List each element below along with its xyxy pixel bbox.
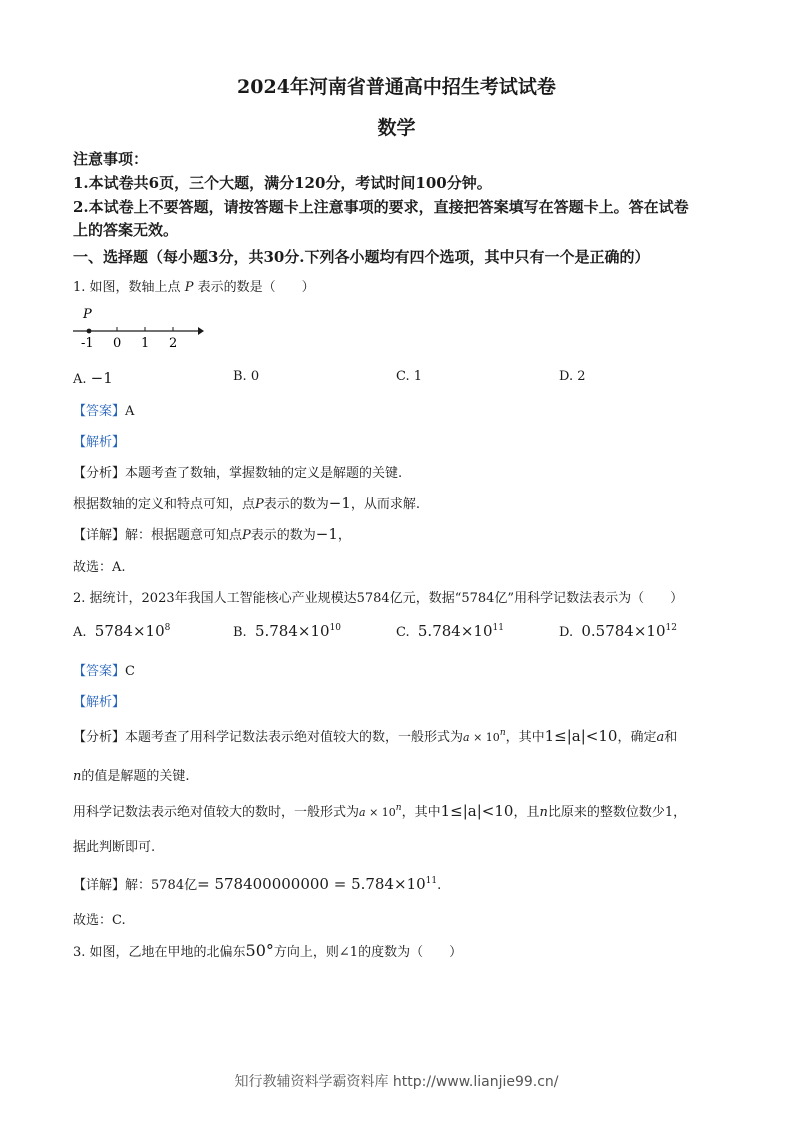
number-line-arrow-icon (198, 327, 204, 335)
number-line-tick-label: 1 (141, 336, 150, 351)
q2-option-c: C. $5.784\times 10^{11}$ (396, 622, 504, 640)
q1-fenxi: 【分析】本题考查了数轴，掌握数轴的定义是解题的关键. (73, 466, 403, 481)
number-line-tick-label: 2 (169, 336, 178, 351)
section1-heading: 一、选择题（每小题3分，共30分.下列各小题均有四个选项，其中只有一个是正确的） (73, 248, 650, 266)
q3-stem: 3. 如图，乙地在甲地的北偏东50°方向上，则∠1的度数为（ ） (73, 941, 463, 960)
q1-choose: 故选：A. (73, 560, 126, 575)
q1-option-a: A. −1 (73, 369, 113, 387)
footer-watermark: 知行教辅资料学霸资料库 http://www.lianjie99.cn/ (234, 1074, 559, 1090)
q2-option-b: B. $5.784\times 10^{10}$ (233, 622, 342, 640)
q2-fenxi-cont: n的值是解题的关键. (73, 769, 190, 784)
q2-stem: 2. 据统计，2023年我国人工智能核心产业规模达5784亿元，数据“5784亿”用科学记数法表示为（ ） (73, 591, 684, 606)
number-line-point-label: P (83, 307, 92, 322)
q1-detail: 【详解】解：根据题意可知点P表示的数为−1， (73, 525, 351, 543)
q1-number-line (70, 306, 210, 352)
q2-method: 用科学记数法表示绝对值较大的数时，一般形式为$a \times 10^n$，其中1≤|a|<10，且n比原来的整数位数少1， (73, 802, 687, 820)
number-line-point (87, 329, 92, 334)
exam-title: 2024年河南省普通高中招生考试试卷 (237, 76, 556, 98)
q1-reason: 根据数轴的定义和特点可知，点P表示的数为−1，从而求解. (73, 494, 421, 512)
q1-option-b: B. 0 (233, 369, 260, 384)
q2-choose: 故选：C. (73, 913, 126, 928)
number-line-tick-label: 0 (113, 336, 122, 351)
q2-detail: 【详解】解：5784亿= $578400000000 = 5.784\times 10^{11}$. (73, 875, 442, 893)
notes-heading: 注意事项： (73, 150, 149, 168)
q2-answer: 【答案】C (73, 664, 135, 679)
q1-stem: 1. 如图，数轴上点 P 表示的数是（ ） (73, 280, 315, 295)
notes-item-2-cont: 上的答案无效。 (73, 221, 179, 239)
q1-answer: 【答案】A (73, 404, 135, 419)
q1-analysis-label: 【解析】 (73, 435, 126, 450)
subject-title: 数学 (377, 117, 416, 139)
number-line-tick-label: -1 (81, 336, 94, 351)
notes-item-2: 2.本试卷上不要答题，请按答题卡上注意事项的要求，直接把答案填写在答题卡上。答在试卷 (73, 198, 689, 216)
q2-method-cont: 据此判断即可. (73, 840, 156, 855)
q1-option-c: C. 1 (396, 369, 423, 384)
q1-option-d: D. 2 (559, 369, 586, 384)
q2-fenxi: 【分析】本题考查了用科学记数法表示绝对值较大的数，一般形式为$a \times 10^n$，其中1≤|a|<10，确定a和 (73, 727, 678, 745)
q2-option-a: A. $5784\times 10^8$ (73, 622, 171, 640)
q2-option-d: D. $0.5784\times 10^{12}$ (559, 622, 677, 640)
notes-item-1: 1.本试卷共6页，三个大题，满分120分，考试时间100分钟。 (73, 174, 492, 192)
q2-analysis-label: 【解析】 (73, 695, 126, 710)
